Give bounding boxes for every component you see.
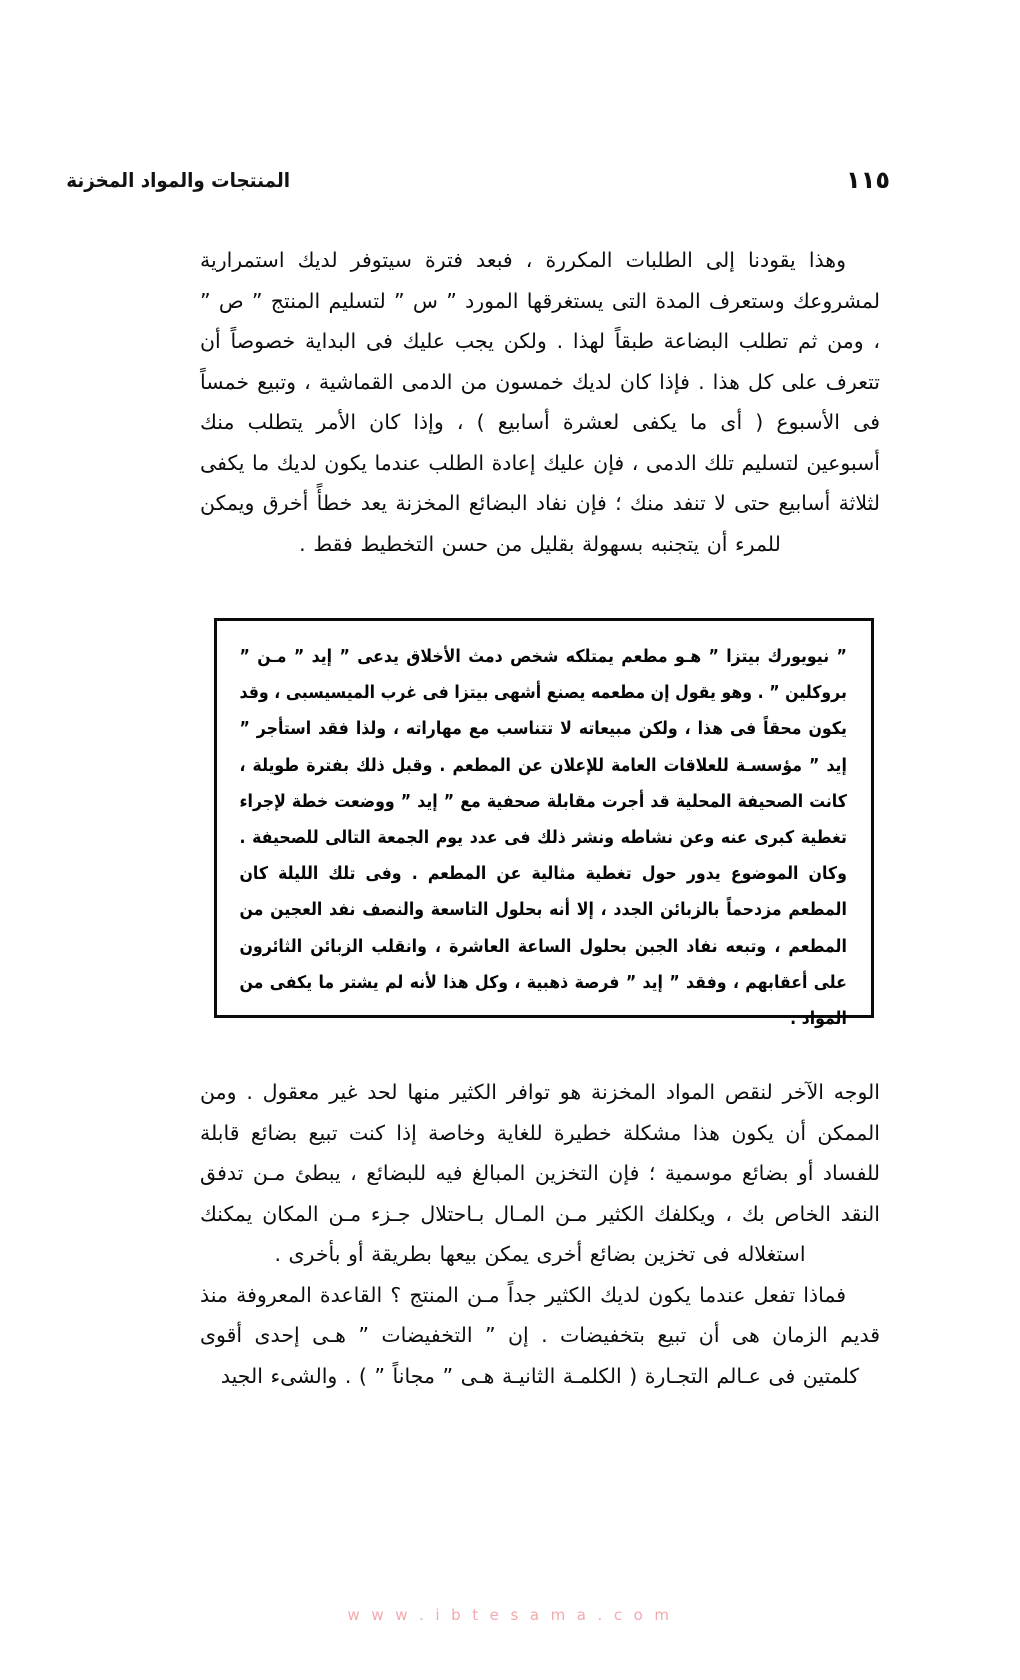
site-watermark: w w w . i b t e s a m a . c o m (347, 1606, 673, 1624)
running-header (66, 160, 890, 200)
running-header-title: المنتجات والمواد المخزنة (66, 168, 291, 192)
body-text-lower (200, 1072, 880, 1396)
anecdote-text: ” نيويورك بيتزا ” هـو مطعم يمتلكه شخص دمث الأخلاق يدعى ” إيد ” مـن ” بروكلين ” . وهو يقول إن مطعمه يصنع أشهى بيتزا فى غرب الميسيسبى ، وقد يكون محقاً فى هذا ، ولكن مبيعاته لا تتناسب مع مهاراته ، ولذا فقد استأجر ” إيد ” مؤسسـة للعلاقات العامة للإعلان عن المطعم . وقبل ذلك بفترة طويلة ، كانت الصحيفة المحلية قد أجرت مقابلة صحفية مع ” إيد ” ووضعت خطة لإجراء تغطية كبرى عنه وعن نشاطه ونشر ذلك فى عدد يوم الجمعة التالى للصحيفة . وكان الموضوع يدور حول تغطية مثالية عن المطعم . وفى تلك الليلة كان المطعم مزدحماً بالزبائن الجدد ، إلا أنه بحلول التاسعة والنصف نفد العجين من المطعم ، وتبعه نفاد الجبن بحلول الساعة العاشرة ، وانقلب الزبائن الثائرون على أعقابهم ، وفقد ” إيد ” فرصة ذهبية ، وكل هذا لأنه لم يشتر ما يكفى من المواد . (239, 647, 847, 1030)
paragraph-1: وهذا يقودنا إلى الطلبات المكررة ، فبعد فترة سيتوفر لديك استمرارية لمشروعك وستعرف المدة التى يستغرقها المورد ” س ” لتسليم المنتج ” ص ” ، ومن ثم تطلب البضاعة طبقاً لهذا . ولكن يجب عليك فى البداية خصوصاً أن تتعرف على كل هذا . فإذا كان لديك خمسون من الدمى القماشية ، وتبيع خمساً فى الأسبوع ( أى ما يكفى لعشرة أسابيع ) ، وإذا كان الأمر يتطلب منك أسبوعين لتسليم تلك الدمى ، فإن عليك إعادة الطلب عندما يكون لديك ما يكفى لثلاثة أسابيع حتى لا تنفد منك ؛ فإن نفاد البضائع المخزنة يعد خطأً أخرق ويمكن للمرء أن يتجنبه بسهولة بقليل من حسن التخطيط فقط . (200, 248, 880, 556)
anecdote-box-inner (217, 621, 871, 1051)
body-text-upper (200, 240, 880, 564)
paragraph-3: فماذا تفعل عندما يكون لديك الكثير جداً مـن المنتج ؟ القاعدة المعروفة منذ قديم الزمان هى أن تبيع بتخفيضات . إن ” التخفيضات ” هـى إحدى أقوى كلمتين فى عـالم التجـارة ( الكلمـة الثانيـة هـى ” مجاناً ” ) . والشىء الجيد (200, 1282, 880, 1388)
page-number: ١١٥ (846, 166, 890, 194)
anecdote-box (214, 618, 874, 1030)
paragraph-2: الوجه الآخر لنقص المواد المخزنة هو توافر الكثير منها لحد غير معقول . ومن الممكن أن يكون هذا مشكلة خطيرة للغاية وخاصة إذا كنت تبيع بضائع قابلة للفساد أو بضائع موسمية ؛ فإن التخزين المبالغ فيه للبضائع ، يبطئ مـن تدفق النقد الخاص بك ، ويكلفك الكثير مـن المـال بـاحتلال جـزء مـن المكان يمكنك استغلاله فى تخزين بضائع أخرى يمكن بيعها بطريقة أو بأخرى . (200, 1080, 880, 1266)
